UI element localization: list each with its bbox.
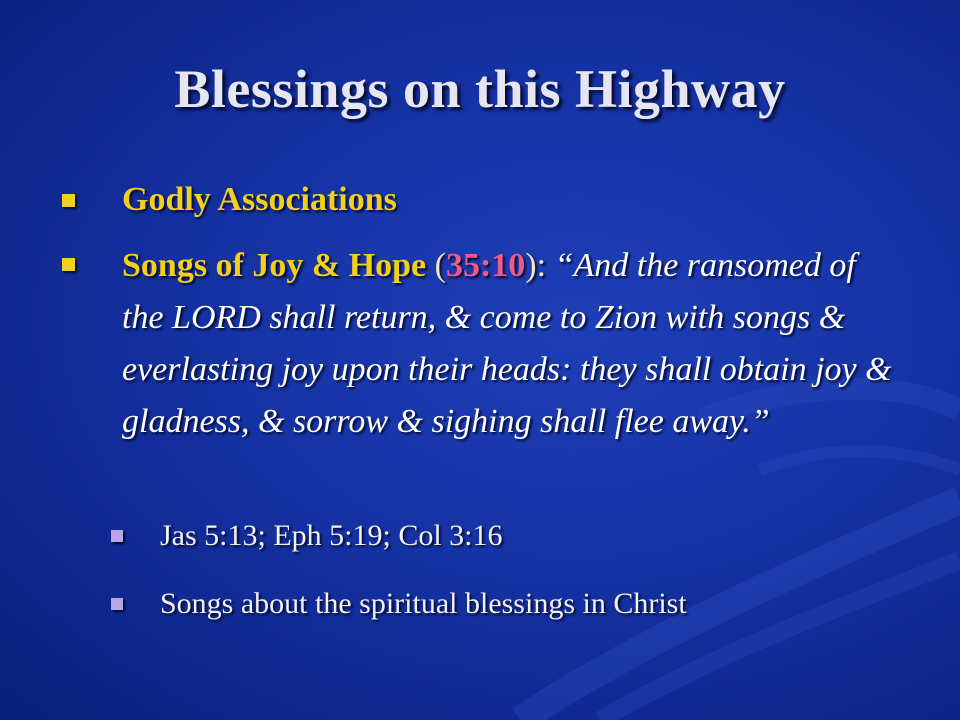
sub-bullet-square-icon xyxy=(111,598,123,610)
bullet-text xyxy=(122,240,902,448)
bullet-square-icon xyxy=(62,258,75,271)
scripture-reference: 35:10 xyxy=(445,247,526,284)
bullet-heading: Songs of Joy & Hope xyxy=(122,247,427,284)
close-paren: ): xyxy=(525,247,555,284)
bullet-square-icon xyxy=(62,194,75,207)
sub-bullet-text: Songs about the spiritual blessings in Christ xyxy=(160,587,687,620)
sub-bullet-square-icon xyxy=(111,530,123,542)
scripture-quote: “And the ransomed of the LORD shall return, & come to Zion with songs & everlasting joy upon their heads: they shall obtain joy & gladness, & sorrow & sighing shall flee away.” xyxy=(122,247,892,440)
slide-title: Blessings on this Highway xyxy=(174,59,786,119)
sub-bullet-text: Jas 5:13; Eph 5:19; Col 3:16 xyxy=(160,519,503,552)
bullet-heading: Godly Associations xyxy=(122,181,397,218)
open-paren: ( xyxy=(426,247,446,284)
